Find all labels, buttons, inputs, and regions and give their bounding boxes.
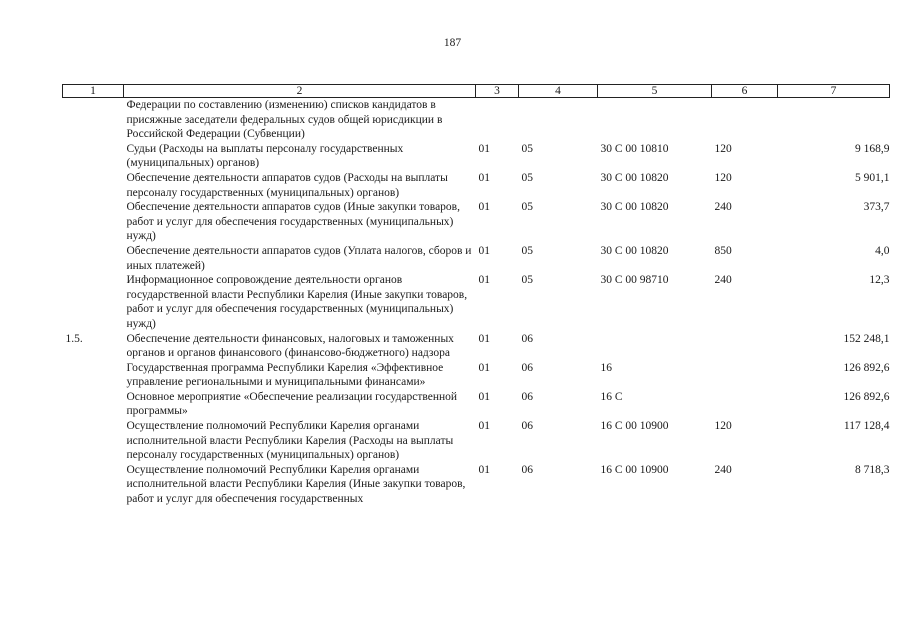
row-target-article: 30 С 00 98710 [600, 274, 669, 287]
column-header: 3 [476, 85, 519, 98]
row-expense-type [712, 98, 778, 142]
row-name: Осуществление полномочий Республики Карелия органами исполнительной власти Республики Карелия (Иные закупки товаров, работ и услуг для обеспечения государственных [126, 463, 466, 506]
row-section: 01 [478, 274, 490, 287]
table-row [63, 142, 890, 171]
row-target-article [598, 98, 712, 142]
row-expense-type [712, 361, 778, 390]
table-row [63, 171, 890, 200]
row-expense-type [712, 332, 778, 361]
row-target-article: 16 С [600, 390, 623, 403]
row-number [63, 171, 124, 200]
row-expense-type: 120 [714, 142, 732, 155]
row-name: Осуществление полномочий Республики Карелия органами исполнительной власти Республики Карелия (Расходы на выплаты персоналу государственных (муниципальных) органов) [126, 420, 454, 462]
row-amount: 9 168,9 [855, 142, 890, 155]
row-section: 01 [478, 361, 490, 374]
row-target-article: 16 [600, 361, 612, 374]
row-number [63, 98, 124, 142]
row-subsection: 05 [521, 274, 533, 287]
row-name: Информационное сопровождение деятельности органов государственной власти Республики Карелия (Иные закупки товаров, работ и услуг для обеспечения государственных (муниципальных) нужд) [126, 274, 468, 330]
row-amount: 117 128,4 [843, 420, 890, 433]
row-expense-type [712, 390, 778, 419]
table-row [63, 200, 890, 244]
row-subsection [519, 98, 598, 142]
row-section: 01 [478, 463, 490, 476]
row-section: 01 [478, 420, 490, 433]
table-row [63, 332, 890, 361]
row-amount: 4,0 [875, 244, 890, 257]
column-header: 1 [63, 85, 124, 98]
column-header: 5 [598, 85, 712, 98]
row-target-article: 30 С 00 10820 [600, 201, 669, 214]
row-name: Основное мероприятие «Обеспечение реализации государственной программы» [126, 390, 458, 418]
row-expense-type: 850 [714, 244, 732, 257]
row-amount: 373,7 [863, 201, 890, 214]
row-target-article: 16 С 00 10900 [600, 463, 669, 476]
table-row [63, 244, 890, 273]
row-target-article: 30 С 00 10820 [600, 244, 669, 257]
page-number: 187 [443, 37, 462, 49]
row-target-article: 16 С 00 10900 [600, 420, 669, 433]
row-name: Обеспечение деятельности аппаратов судов (Иные закупки товаров, работ и услуг для обеспечения государственных (муниципальных) нужд) [126, 201, 460, 243]
header-row [63, 85, 890, 98]
row-name: Судьи (Расходы на выплаты персоналу государственных (муниципальных) органов) [126, 142, 404, 170]
row-amount: 8 718,3 [855, 463, 890, 476]
row-name: Федерации по составлению (изменению) списков кандидатов в присяжные заседатели федеральных судов общей юрисдикции в Российской Федерации (Субвенции) [126, 99, 443, 141]
row-subsection: 05 [521, 171, 533, 184]
row-subsection: 06 [521, 390, 533, 403]
column-header: 7 [778, 85, 890, 98]
column-header: 6 [712, 85, 778, 98]
row-subsection: 05 [521, 201, 533, 214]
row-section: 01 [478, 332, 490, 345]
table-row [63, 361, 890, 390]
row-subsection: 06 [521, 463, 533, 476]
row-number [63, 200, 124, 244]
table-row [63, 98, 890, 142]
row-amount: 126 892,6 [843, 390, 890, 403]
row-section: 01 [478, 390, 490, 403]
column-header: 2 [124, 85, 476, 98]
row-name: Обеспечение деятельности аппаратов судов (Расходы на выплаты персоналу государственных (муниципальных) органов) [126, 171, 448, 199]
row-subsection: 05 [521, 244, 533, 257]
row-target-article: 30 С 00 10810 [600, 142, 669, 155]
row-amount: 152 248,1 [843, 332, 890, 345]
row-number [63, 273, 124, 331]
row-expense-type: 240 [714, 274, 732, 287]
row-number [63, 419, 124, 463]
row-number: 1.5. [65, 332, 83, 345]
table-row [63, 390, 890, 419]
row-section: 01 [478, 201, 490, 214]
row-section: 01 [478, 142, 490, 155]
table-row [63, 463, 890, 507]
row-number [63, 463, 124, 507]
row-number [63, 361, 124, 390]
row-subsection: 06 [521, 361, 533, 374]
row-number [63, 142, 124, 171]
row-name: Обеспечение деятельности аппаратов судов (Уплата налогов, сборов и иных платежей) [126, 244, 472, 272]
row-amount [778, 98, 890, 142]
row-section: 01 [478, 171, 490, 184]
row-number [63, 244, 124, 273]
row-expense-type: 240 [714, 463, 732, 476]
row-target-article: 30 С 00 10820 [600, 171, 669, 184]
budget-table [62, 84, 890, 507]
row-amount: 12,3 [869, 274, 890, 287]
row-expense-type: 240 [714, 201, 732, 214]
row-target-article [598, 332, 712, 361]
row-number [63, 390, 124, 419]
row-name: Обеспечение деятельности финансовых, налоговых и таможенных органов и органов финансового (финансово-бюджетного) надзора [126, 332, 454, 360]
row-section [476, 98, 519, 142]
row-subsection: 06 [521, 420, 533, 433]
table-row [63, 419, 890, 463]
column-header: 4 [519, 85, 598, 98]
row-subsection: 05 [521, 142, 533, 155]
row-expense-type: 120 [714, 171, 732, 184]
table-row [63, 273, 890, 331]
row-amount: 126 892,6 [843, 361, 890, 374]
row-subsection: 06 [521, 332, 533, 345]
row-section: 01 [478, 244, 490, 257]
row-expense-type: 120 [714, 420, 732, 433]
row-amount: 5 901,1 [855, 171, 890, 184]
row-name: Государственная программа Республики Карелия «Эффективное управление региональными и муниципальными финансами» [126, 361, 444, 389]
